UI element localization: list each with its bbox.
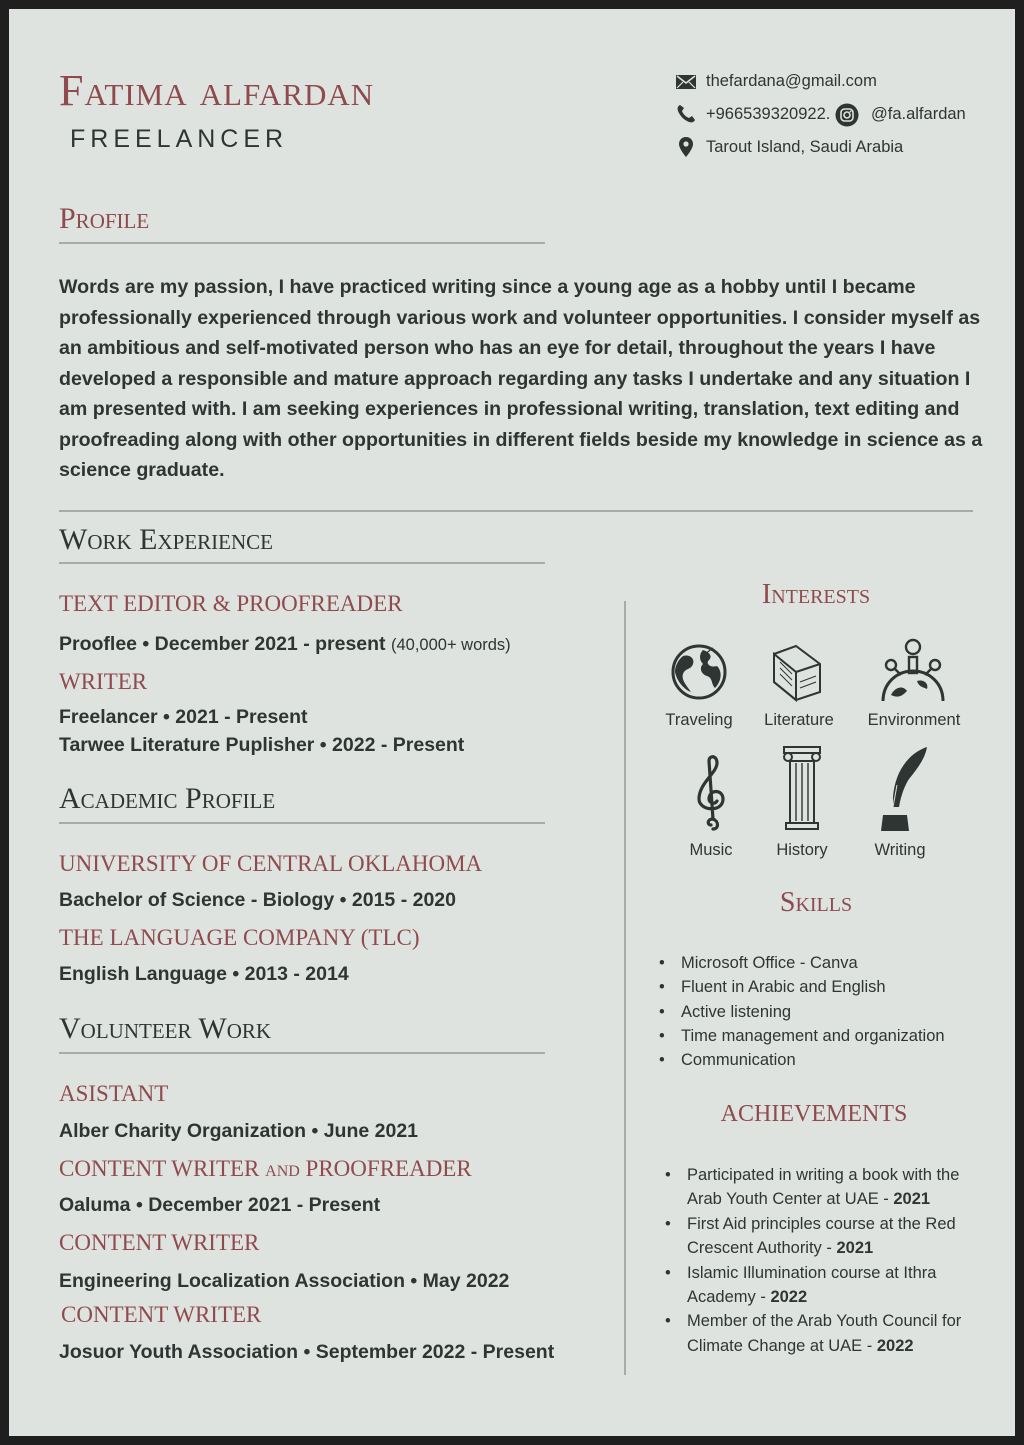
skill-item: • Microsoft Office - Canva — [659, 951, 979, 975]
location-pin-icon — [675, 136, 697, 158]
achievement-text: Islamic Illumination course at Ithra Academy - — [687, 1263, 937, 1307]
achievement-item — [665, 1163, 985, 1212]
skills-list — [659, 951, 979, 1072]
email-icon — [675, 71, 697, 93]
achievements-list — [665, 1163, 985, 1358]
job-employer-dates: Prooflee • December 2021 - present — [59, 633, 386, 655]
job-role: WRITER — [59, 669, 148, 694]
job-detail: Freelancer • 2021 - Present — [59, 706, 308, 728]
phone-icon — [675, 103, 697, 125]
treble-clef-icon — [693, 753, 729, 833]
skill-item: • Communication — [659, 1048, 979, 1072]
location-text: Tarout Island, Saudi Arabia — [706, 138, 904, 156]
volunteer-role: CONTENT WRITER — [59, 1230, 260, 1255]
job-detail: Tarwee Literature Puplisher • 2022 - Present — [59, 734, 465, 756]
degree-detail: English Language • 2013 - 2014 — [59, 963, 349, 985]
achievement-item — [665, 1309, 985, 1358]
skill-item: • Fluent in Arabic and English — [659, 975, 979, 999]
volunteer-detail: Alber Charity Organization • June 2021 — [59, 1120, 419, 1142]
book-icon — [766, 642, 828, 702]
section-divider — [59, 510, 973, 512]
achievement-year: 2021 — [893, 1190, 931, 1209]
volunteer-work-heading: Volunteer Work — [59, 1012, 272, 1045]
candidate-name: Fatima alfardan — [59, 66, 375, 115]
achievement-year: 2022 — [876, 1336, 914, 1355]
academic-heading-rule — [59, 822, 545, 824]
interest-label: History — [776, 841, 828, 859]
interests-heading: Interests — [761, 579, 871, 610]
achievement-text: Participated in writing a book with the Arab Youth Center at UAE - — [687, 1166, 960, 1209]
phone-text[interactable]: +966539320922. — [706, 105, 831, 123]
column-divider — [624, 601, 626, 1375]
work-heading-rule — [59, 562, 545, 564]
column-icon — [782, 745, 822, 831]
resume-page — [9, 9, 1015, 1436]
quill-icon — [879, 745, 929, 833]
interest-label: Music — [689, 841, 733, 859]
profile-heading: Profile — [59, 202, 150, 235]
volunteer-heading-rule — [59, 1052, 545, 1054]
degree-detail: Bachelor of Science - Biology • 2015 - 2020 — [59, 889, 456, 911]
school-name: THE LANGUAGE COMPANY (TLC) — [59, 925, 420, 950]
academic-profile-heading: Academic Profile — [59, 782, 276, 815]
interest-label: Environment — [867, 711, 961, 729]
achievement-year: 2021 — [836, 1239, 874, 1258]
interest-label: Literature — [764, 711, 834, 729]
instagram-icon — [835, 103, 859, 127]
interest-label: Writing — [874, 841, 926, 859]
work-experience-heading: Work Experience — [59, 523, 273, 556]
volunteer-detail: Josuor Youth Association • September 2022 - Present — [59, 1341, 555, 1363]
interest-label: Traveling — [665, 711, 733, 729]
volunteer-detail: Oaluma • December 2021 - Present — [59, 1194, 381, 1216]
achievement-item — [665, 1212, 985, 1261]
job-detail — [59, 633, 511, 656]
profile-heading-rule — [59, 242, 545, 244]
achievement-text: Member of the Arab Youth Council for Climate Change at UAE - — [687, 1312, 962, 1355]
job-word-count: (40,000+ words) — [390, 636, 511, 654]
email-text[interactable]: thefardana@gmail.com — [706, 72, 877, 90]
earth-pollution-icon — [877, 635, 949, 703]
skill-item: • Time management and organization — [659, 1024, 979, 1048]
achievements-heading: ACHIEVEMENTS — [720, 1101, 908, 1127]
volunteer-role: ASISTANT — [59, 1081, 169, 1106]
achievement-item — [665, 1261, 985, 1310]
volunteer-detail: Engineering Localization Association • May 2022 — [59, 1270, 510, 1292]
achievement-text: First Aid principles course at the Red Crescent Authority - — [687, 1214, 956, 1258]
job-role: TEXT EDITOR & PROOFREADER — [59, 591, 403, 616]
globe-icon — [669, 642, 729, 702]
skills-heading: Skills — [779, 887, 853, 918]
achievement-year: 2022 — [770, 1288, 808, 1307]
candidate-role: FREELANCER — [70, 125, 289, 153]
volunteer-role: CONTENT WRITER — [61, 1302, 262, 1327]
instagram-handle[interactable]: @fa.alfardan — [871, 105, 966, 123]
volunteer-role: CONTENT WRITER and PROOFREADER — [59, 1156, 472, 1181]
school-name: UNIVERSITY OF CENTRAL OKLAHOMA — [59, 851, 483, 876]
profile-summary: Words are my passion, I have practiced writing since a young age as a hobby until I became professionally experienced through various work and volunteer opportunities. I consider myself as an ambitious and self-motivated person who has an eye for detail, throughout the years I have developed a responsible and mature approach regarding any tasks I undertake and any situation I am presented with. I am seeking experiences in professional writing, translation, text editing and proofreading along with other opportunities in different fields beside my knowledge in science as a science graduate. — [59, 276, 983, 481]
skill-item: • Active listening — [659, 1000, 979, 1024]
